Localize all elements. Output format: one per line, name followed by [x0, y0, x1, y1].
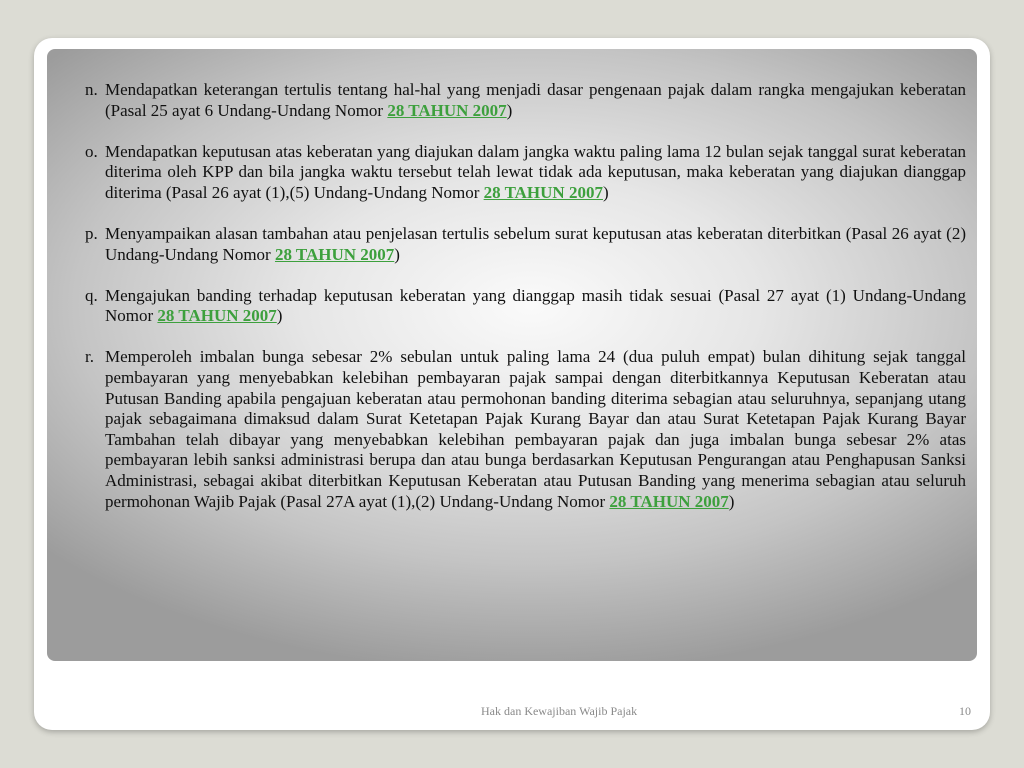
closing-paren: ) [276, 306, 283, 326]
item-body: Mengajukan banding terhadap keputusan keberatan yang dianggap masih tidak sesuai (Pasal 27 ayat (1) Undang-Undang Nomor [105, 285, 966, 326]
list-item-q [85, 286, 966, 327]
list-item-r [85, 347, 966, 512]
footer-title: Hak dan Kewajiban Wajib Pajak [481, 704, 638, 718]
item-body: Mendapatkan keterangan tertulis tentang hal-hal yang menjadi dasar pengenaan pajak dalam rangka mengajukan keberatan (Pasal 25 ayat 6 Undang-Undang Nomor [105, 80, 966, 120]
law-link[interactable]: 28 TAHUN 2007 [157, 306, 277, 326]
item-text [105, 286, 966, 327]
rights-list [85, 80, 966, 533]
law-link[interactable]: 28 TAHUN 2007 [609, 491, 729, 511]
list-item-p [85, 224, 966, 265]
law-link[interactable]: 28 TAHUN 2007 [483, 182, 603, 202]
item-text [105, 224, 966, 265]
item-marker: o. [85, 141, 98, 161]
law-link[interactable]: 28 TAHUN 2007 [387, 100, 507, 120]
item-body: Memperoleh imbalan bunga sebesar 2% sebulan untuk paling lama 24 (dua puluh empat) bulan dihitung sejak tanggal pembayaran yang menyebabkan kelebihan pembayaran pajak sampai dengan diterbitkannya Keputusan Keberatan atau Putusan Banding apabila pengajuan keberatan atau permohonan banding diterima sebagian atau seluruhnya, sepanjang utang pajak sebagaimana dimaksud dalam Surat Ketetapan Pajak Kurang Bayar dan atau Surat Ketetapan Pajak Kurang Bayar Tambahan telah dibayar yang menyebabkan kelebihan pembayaran pajak dan juga imbalan bunga sebesar 2% atas pembayaran lebih sanksi administrasi berupa dan atau bunga berdasarkan Keputusan Pengurangan atau Penghapusan Sanksi Administrasi, sebagai akibat diterbitkan Keputusan Keberatan atau Putusan Banding yang menerima sebagian atau seluruh permohonan Wajib Pajak (Pasal 27A ayat (1),(2) Undang-Undang Nomor [105, 347, 966, 511]
item-text [105, 347, 966, 512]
closing-paren: ) [394, 244, 400, 264]
law-link[interactable]: 28 TAHUN 2007 [274, 244, 395, 264]
item-marker: p. [85, 223, 98, 243]
closing-paren: ) [728, 491, 735, 511]
closing-paren: ) [506, 100, 513, 120]
item-body: Mendapatkan keputusan atas keberatan yang diajukan dalam jangka waktu paling lama 12 bulan sejak tanggal surat keberatan diterima oleh KPP dan bila jangka waktu tersebut telah lewat tidak ada keputusan, maka keberatan yang diajukan dianggap diterima (Pasal 26 ayat (1),(5) Undang-Undang Nomor [105, 141, 966, 202]
item-text [105, 80, 966, 121]
item-body: Menyampaikan alasan tambahan atau penjelasan tertulis sebelum surat keputusan atas keberatan diterbitkan (Pasal 26 ayat (2) Undang-Undang Nomor [105, 223, 966, 264]
list-item-o [85, 142, 966, 204]
page-number: 10 [959, 704, 971, 718]
list-item-n [85, 80, 966, 121]
closing-paren: ) [602, 182, 609, 202]
item-text [105, 142, 966, 204]
item-marker: q. [85, 285, 98, 305]
item-marker: r. [85, 347, 94, 367]
item-marker: n. [85, 80, 98, 99]
